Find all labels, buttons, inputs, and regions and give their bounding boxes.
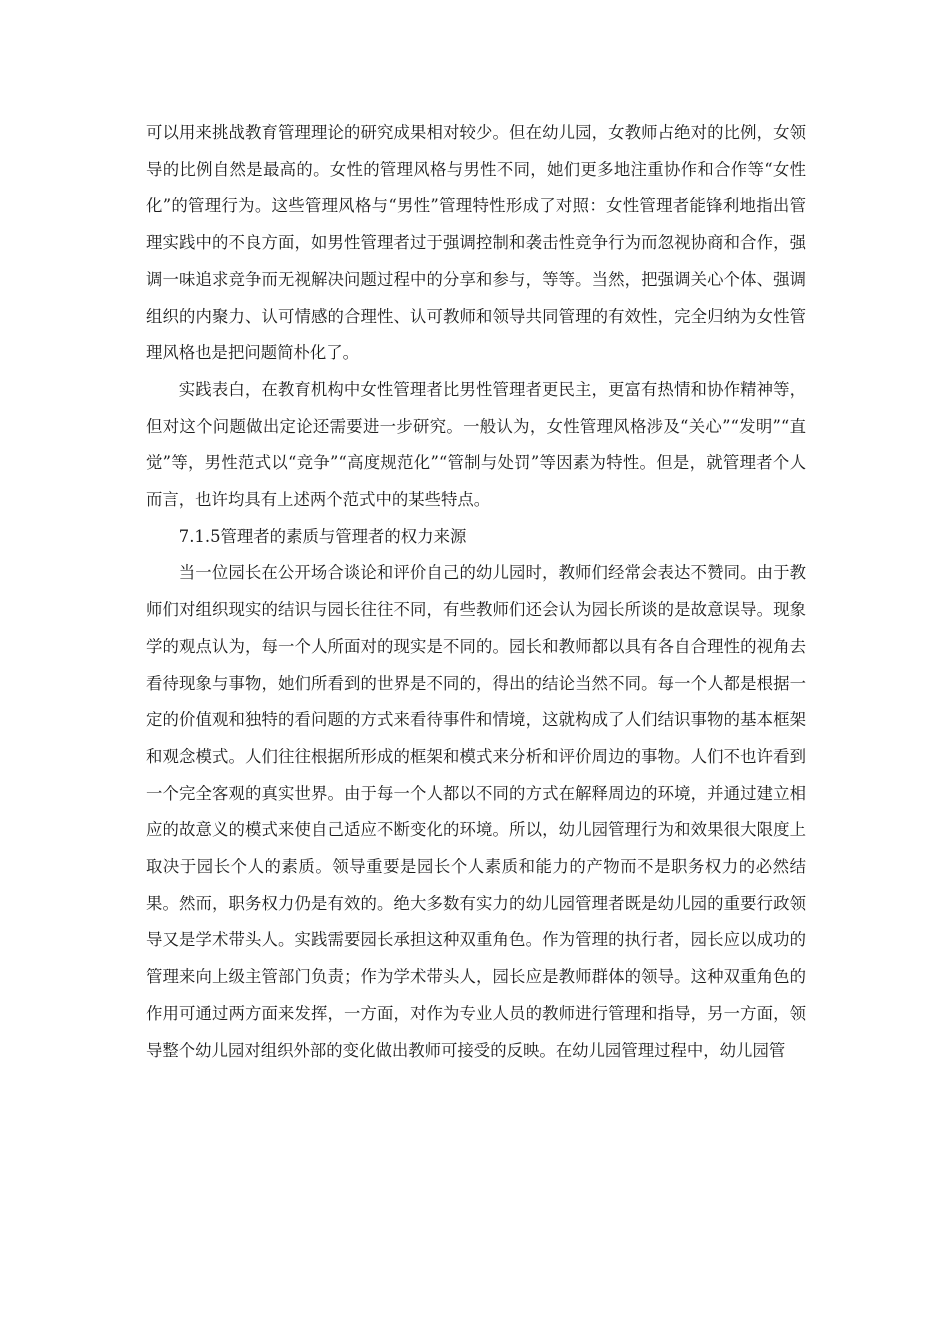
paragraph-principal: 当一位园长在公开场合谈论和评价自己的幼儿园时，教师们经常会表达不赞同。由于教师们对组织现实的结识与园长往往不同，有些教师们还会认为园长所谈的是故意误导。现象学的观点认为，每一个人所面对的现实是不同的。园长和教师都以具有各自合理性的视角去看待现象与事物，她们所看到的世界是不同的，得出的结论当然不同。每一个人都是根据一定的价值观和独特的看问题的方式来看待事件和情境，这就构成了人们结识事物的基本框架和观念模式。人们往往根据所形成的框架和模式来分析和评价周边的事物。人们不也许看到一个完全客观的真实世界。由于每一个人都以不同的方式在解释周边的环境，并通过建立相应的故意义的模式来使自己适应不断变化的环境。所以，幼儿园管理行为和效果很大限度上取决于园长个人的素质。领导重要是园长个人素质和能力的产物而不是职务权力的必然结果。然而，职务权力仍是有效的。绝大多数有实力的幼儿园管理者既是幼儿园的重要行政领导又是学术带头人。实践需要园长承担这种双重角色。作为管理的执行者，园长应以成功的管理来向上级主管部门负责；作为学术带头人，园长应是教师群体的领导。这种双重角色的作用可通过两方面来发挥，一方面，对作为专业人员的教师进行管理和指导，另一方面，领导整个幼儿园对组织外部的变化做出教师可接受的反映。在幼儿园管理过程中，幼儿园管 xyxy=(146,563,806,1060)
paragraph-continued: 可以用来挑战教育管理理论的研究成果相对较少。但在幼儿园，女教师占绝对的比例，女领导的比例自然是最高的。女性的管理风格与男性不同，她们更多地注重协作和合作等“女性化”的管理行为。这些管理风格与“男性”管理特性形成了对照：女性管理者能锋利地指出管理实践中的不良方面，如男性管理者过于强调控制和袭击性竞争行为而忽视协商和合作，强调一味追求竞争而无视解决问题过程中的分享和参与，等等。当然，把强调关心个体、强调组织的内聚力、认可情感的合理性、认可教师和领导共同管理的有效性，完全归纳为女性管理风格也是把问题简朴化了。 xyxy=(146,123,806,363)
document-body xyxy=(146,115,806,1069)
paragraph-practice: 实践表白，在教育机构中女性管理者比男性管理者更民主，更富有热情和协作精神等，但对这个问题做出定论还需要进一步研究。一般认为，女性管理风格涉及“关心”“发明”“直觉”等，男性范式以“竞争”“高度规范化”“管制与处罚”等因素为特性。但是，就管理者个人而言，也许均具有上述两个范式中的某些特点。 xyxy=(146,379,806,510)
section-heading: 7.1.5管理者的素质与管理者的权力来源 xyxy=(178,526,467,546)
